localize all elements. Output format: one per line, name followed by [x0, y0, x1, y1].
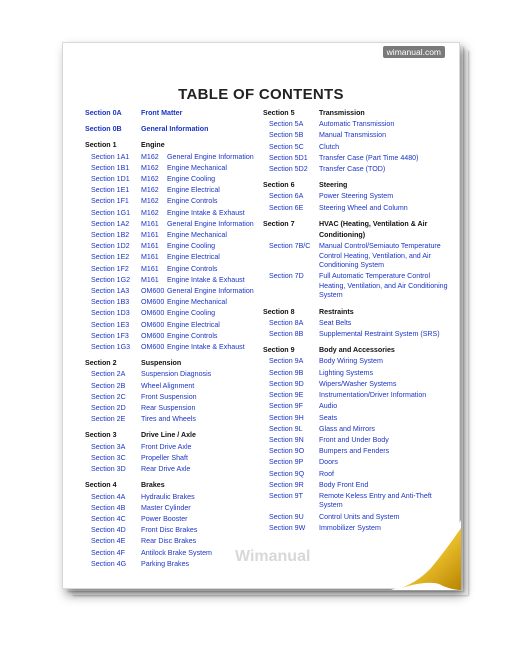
toc-entry-link[interactable]: [85, 196, 265, 207]
entry-section-number: Section 3A: [91, 442, 126, 451]
entry-section-number: Section 1F1: [91, 197, 129, 206]
entry-label: Rear Suspension: [141, 404, 196, 413]
entry-engine-code: M161: [141, 242, 159, 251]
page-title: TABLE OF CONTENTS: [178, 86, 344, 103]
entry-section-number: Section 5D2: [269, 165, 308, 174]
entry-section-number: Section 2E: [91, 415, 126, 424]
entry-section-number: Section 9N: [269, 435, 304, 444]
toc-entry-link[interactable]: [263, 424, 453, 435]
entry-label: Engine Mechanical: [167, 231, 227, 240]
toc-entry-link[interactable]: [263, 191, 453, 202]
entry-label: Full Automatic Temperature Control Heating, Ventilation, and Air Conditioning System: [319, 272, 448, 300]
entry-engine-code: OM600: [141, 298, 165, 307]
entry-section-number: Section 2B: [91, 381, 126, 390]
entry-section-number: Section 7B/C: [269, 242, 311, 251]
toc-entry-link[interactable]: [85, 403, 265, 414]
entry-engine-code: M161: [141, 219, 159, 228]
toc-entry-link[interactable]: [263, 435, 453, 446]
toc-section-heading: [263, 108, 453, 119]
toc-section-heading: [85, 430, 265, 441]
entry-engine-code: M162: [141, 186, 159, 195]
section-number: Section 9: [263, 346, 295, 355]
toc-section-section-1: [85, 140, 265, 353]
toc-entry-link[interactable]: [263, 390, 453, 401]
toc-entry-link[interactable]: [85, 492, 265, 503]
entry-engine-code: M162: [141, 197, 159, 206]
toc-entry-link[interactable]: [85, 308, 265, 319]
section-title: Front Matter: [141, 109, 183, 117]
entry-section-number: Section 5B: [269, 131, 304, 140]
entry-section-number: Section 2D: [91, 404, 126, 413]
entry-label: Seat Belts: [319, 318, 352, 327]
entry-section-number: Section 9E: [269, 391, 304, 400]
toc-entry-link[interactable]: [85, 174, 265, 185]
entry-section-number: Section 2C: [91, 392, 126, 401]
entry-label: Wheel Alignment: [141, 381, 195, 390]
entry-section-number: Section 1D1: [91, 175, 130, 184]
entry-label: Immobilizer System: [319, 523, 381, 532]
toc-entry-link[interactable]: [85, 230, 265, 241]
entry-label: Body Front End: [319, 480, 369, 489]
section-title: HVAC (Heating, Ventilation & Air Conditioning): [319, 219, 428, 240]
entry-label: Engine Mechanical: [167, 163, 227, 172]
entry-section-number: Section 1A1: [91, 152, 130, 161]
toc-entry-link[interactable]: [263, 457, 453, 468]
entry-engine-code: OM600: [141, 320, 165, 329]
toc-entry-link[interactable]: [263, 203, 453, 214]
entry-section-number: Section 1F2: [91, 264, 129, 273]
entry-section-number: Section 8A: [269, 318, 304, 327]
entry-section-number: Section 9R: [269, 480, 304, 489]
section-number: Section 0B: [85, 125, 122, 134]
toc-entry-link[interactable]: [263, 480, 453, 491]
toc-entry-link[interactable]: [85, 464, 265, 475]
entry-engine-code: OM600: [141, 309, 165, 318]
entry-section-number: Section 3C: [91, 453, 126, 462]
entry-section-number: Section 1A2: [91, 219, 130, 228]
section-title: Suspension: [141, 359, 182, 368]
entry-label: Bumpers and Fenders: [319, 447, 390, 456]
entry-section-number: Section 9T: [269, 491, 303, 500]
section-number: Section 7: [263, 219, 295, 228]
entry-section-number: Section 5D1: [269, 153, 308, 162]
entry-section-number: Section 2A: [91, 370, 126, 379]
section-number: Section 3: [85, 431, 117, 440]
entry-engine-code: M162: [141, 175, 159, 184]
entry-label: Body Wiring System: [319, 357, 383, 366]
entry-label: Engine Electrical: [167, 253, 220, 262]
toc-section-section-9: [263, 345, 453, 534]
entry-label: Engine Controls: [167, 197, 218, 206]
entry-engine-code: M161: [141, 231, 159, 240]
toc-entry-link[interactable]: [263, 379, 453, 390]
toc-section-heading: [263, 345, 453, 356]
entry-label: Propeller Shaft: [141, 453, 188, 462]
entry-engine-code: OM600: [141, 343, 165, 352]
entry-section-number: Section 6E: [269, 203, 304, 212]
entry-label: Glass and Mirrors: [319, 424, 375, 433]
entry-label: Audio: [319, 402, 338, 411]
entry-label: Engine Controls: [167, 264, 218, 273]
entry-engine-code: M161: [141, 264, 159, 273]
entry-section-number: Section 9O: [269, 447, 305, 456]
entry-label: Wipers/Washer Systems: [319, 379, 397, 388]
entry-label: Instrumentation/Driver Information: [319, 391, 427, 400]
toc-entry-link[interactable]: [85, 241, 265, 252]
entry-label: Manual Control/Semiauto Temperature Control Heating, Ventilation, and Air Conditioning System: [319, 242, 441, 270]
toc-entry-link[interactable]: [263, 241, 453, 271]
entry-section-number: Section 9F: [269, 402, 303, 411]
entry-section-number: Section 3D: [91, 465, 126, 474]
entry-engine-code: M162: [141, 163, 159, 172]
entry-section-number: Section 4B: [91, 503, 126, 512]
entry-label: Engine Intake & Exhaust: [167, 208, 245, 217]
entry-section-number: Section 9Q: [269, 469, 305, 478]
toc-entry-link[interactable]: [263, 491, 453, 512]
entry-label: Front Disc Brakes: [141, 526, 198, 535]
toc-entry-link[interactable]: [85, 185, 265, 196]
entry-label: Doors: [319, 458, 338, 467]
toc-entry-link[interactable]: [85, 297, 265, 308]
entry-label: Remote Keless Entry and Anti-Theft System: [319, 491, 432, 510]
entry-label: Steering Wheel and Column: [319, 203, 408, 212]
section-title: Engine: [141, 141, 165, 150]
toc-entry-link[interactable]: [263, 356, 453, 367]
toc-section-section-0a: [85, 108, 265, 119]
toc-section-heading: [85, 480, 265, 491]
entry-label: Engine Intake & Exhaust: [167, 275, 245, 284]
section-number: Section 0A: [85, 109, 122, 117]
entry-section-number: Section 4C: [91, 514, 126, 523]
toc-entry-link[interactable]: [263, 142, 453, 153]
toc-section-heading: [85, 358, 265, 369]
toc-entry-link[interactable]: [85, 208, 265, 219]
entry-label: Front and Under Body: [319, 435, 389, 444]
entry-label: Lighting Systems: [319, 368, 374, 377]
entry-label: Clutch: [319, 142, 340, 151]
toc-entry-link[interactable]: [85, 414, 265, 425]
toc-entry-link[interactable]: [85, 392, 265, 403]
entry-label: Transfer Case (Part Time 4480): [319, 153, 419, 162]
entry-label: Manual Transmission: [319, 131, 387, 140]
entry-section-number: Section 7D: [269, 272, 304, 281]
entry-label: Power Booster: [141, 514, 188, 523]
toc-section-section-3: [85, 430, 265, 475]
toc-entry-link[interactable]: [85, 381, 265, 392]
entry-label: Automatic Transmission: [319, 120, 395, 129]
toc-entry-link[interactable]: [263, 446, 453, 457]
toc-entry-link[interactable]: [85, 453, 265, 464]
entry-section-number: Section 9P: [269, 458, 304, 467]
entry-label: Rear Drive Axle: [141, 465, 191, 474]
toc-entry-link[interactable]: [85, 320, 265, 331]
entry-label: General Engine Information: [167, 287, 254, 296]
entry-section-number: Section 1B3: [91, 298, 130, 307]
toc-entry-link[interactable]: [85, 264, 265, 275]
section-title: Drive Line / Axle: [141, 431, 196, 440]
entry-section-number: Section 1E1: [91, 186, 130, 195]
toc-entry-link[interactable]: [263, 413, 453, 424]
toc-entry-link[interactable]: [263, 368, 453, 379]
entry-section-number: Section 1G2: [91, 275, 131, 284]
entry-label: Antilock Brake System: [141, 548, 212, 557]
entry-section-number: Section 4D: [91, 526, 126, 535]
toc-entry-link[interactable]: [263, 164, 453, 175]
entry-label: Power Steering System: [319, 192, 394, 201]
entry-section-number: Section 1G1: [91, 208, 131, 217]
section-title: Brakes: [141, 481, 165, 490]
toc-entry-link[interactable]: [85, 525, 265, 536]
entry-engine-code: OM600: [141, 287, 165, 296]
section-number: Section 4: [85, 481, 117, 490]
toc-entry-link[interactable]: [85, 331, 265, 342]
section-number: Section 2: [85, 359, 117, 368]
entry-section-number: Section 1D2: [91, 242, 130, 251]
entry-label: Roof: [319, 469, 334, 478]
toc-entry-link[interactable]: [85, 536, 265, 547]
toc-section-heading[interactable]: [85, 124, 265, 135]
entry-label: Engine Controls: [167, 331, 218, 340]
entry-label: Engine Electrical: [167, 186, 220, 195]
entry-section-number: Section 5C: [269, 142, 304, 151]
section-title: Steering: [319, 181, 348, 190]
entry-engine-code: M162: [141, 152, 159, 161]
entry-label: Engine Intake & Exhaust: [167, 343, 245, 352]
toc-entry-link[interactable]: [263, 119, 453, 130]
toc-entry-link[interactable]: [263, 401, 453, 412]
toc-entry-link[interactable]: [263, 130, 453, 141]
toc-entry-link[interactable]: [263, 271, 453, 301]
section-title: Transmission: [319, 109, 365, 117]
toc-entry-link[interactable]: [85, 514, 265, 525]
entry-section-number: Section 8B: [269, 330, 304, 339]
entry-label: Engine Electrical: [167, 320, 220, 329]
toc-entry-link[interactable]: [85, 219, 265, 230]
section-title: Restraints: [319, 307, 354, 316]
toc-section-section-7: [263, 219, 453, 302]
section-number: Section 5: [263, 109, 295, 117]
toc-entry-link[interactable]: [85, 369, 265, 380]
toc-section-section-6: [263, 180, 453, 214]
section-number: Section 1: [85, 141, 117, 150]
toc-entry-link[interactable]: [85, 342, 265, 353]
toc-section-heading[interactable]: [85, 108, 265, 119]
entry-label: Parking Brakes: [141, 559, 190, 568]
entry-engine-code: M162: [141, 208, 159, 217]
entry-label: Seats: [319, 413, 338, 422]
entry-section-number: Section 9H: [269, 413, 304, 422]
entry-label: Supplemental Restraint System (SRS): [319, 330, 440, 339]
entry-label: Tires and Wheels: [141, 415, 196, 424]
entry-label: Hydraulic Brakes: [141, 492, 195, 501]
toc-entry-link[interactable]: [263, 318, 453, 329]
entry-label: General Engine Information: [167, 219, 254, 228]
toc-entry-link[interactable]: [85, 275, 265, 286]
entry-section-number: Section 1F3: [91, 331, 129, 340]
entry-section-number: Section 4E: [91, 537, 126, 546]
toc-section-heading: [263, 219, 453, 241]
section-title: Body and Accessories: [319, 346, 395, 355]
entry-section-number: Section 4G: [91, 559, 127, 568]
entry-section-number: Section 9U: [269, 512, 304, 521]
watermark-center: Wimanual: [235, 548, 311, 565]
entry-section-number: Section 9B: [269, 368, 304, 377]
entry-section-number: Section 1B1: [91, 163, 130, 172]
toc-section-heading: [263, 180, 453, 191]
page-curl-icon: [391, 520, 461, 590]
entry-label: General Engine Information: [167, 152, 254, 161]
toc-entry-link[interactable]: [85, 152, 265, 163]
entry-engine-code: OM600: [141, 331, 165, 340]
toc-entry-link[interactable]: [85, 286, 265, 297]
entry-label: Front Drive Axle: [141, 442, 192, 451]
entry-label: Master Cylinder: [141, 503, 191, 512]
entry-section-number: Section 9A: [269, 357, 304, 366]
entry-section-number: Section 4A: [91, 492, 126, 501]
entry-section-number: Section 1E3: [91, 320, 130, 329]
watermark-top: wimanual.com: [383, 46, 445, 58]
toc-entry-link[interactable]: [263, 469, 453, 480]
toc-entry-link[interactable]: [85, 442, 265, 453]
toc-section-section-8: [263, 307, 453, 341]
toc-section-section-5: [263, 108, 453, 175]
toc-right-column: [263, 108, 453, 534]
entry-section-number: Section 4F: [91, 548, 125, 557]
entry-label: Engine Cooling: [167, 175, 216, 184]
section-number: Section 8: [263, 307, 295, 316]
document-page: [62, 42, 460, 589]
entry-section-number: Section 1B2: [91, 231, 130, 240]
entry-label: Control Units and System: [319, 512, 400, 521]
entry-section-number: Section 5A: [269, 120, 304, 129]
entry-label: Engine Mechanical: [167, 298, 227, 307]
toc-entry-link[interactable]: [263, 329, 453, 340]
toc-left-column: [85, 108, 265, 570]
entry-engine-code: M161: [141, 253, 159, 262]
toc-entry-link[interactable]: [85, 503, 265, 514]
entry-section-number: Section 6A: [269, 192, 304, 201]
toc-entry-link[interactable]: [85, 252, 265, 263]
entry-label: Transfer Case (TOD): [319, 165, 386, 174]
section-number: Section 6: [263, 181, 295, 190]
toc-entry-link[interactable]: [263, 153, 453, 164]
entry-section-number: Section 1D3: [91, 309, 130, 318]
entry-label: Engine Cooling: [167, 242, 216, 251]
entry-section-number: Section 1A3: [91, 287, 130, 296]
entry-section-number: Section 9L: [269, 424, 303, 433]
entry-label: Suspension Diagnosis: [141, 370, 212, 379]
toc-entry-link[interactable]: [85, 163, 265, 174]
toc-section-heading: [85, 140, 265, 151]
entry-section-number: Section 9W: [269, 523, 306, 532]
entry-label: Engine Cooling: [167, 309, 216, 318]
entry-section-number: Section 1G3: [91, 343, 131, 352]
entry-label: Front Suspension: [141, 392, 197, 401]
entry-section-number: Section 1E2: [91, 253, 130, 262]
toc-section-section-0b: [85, 124, 265, 135]
entry-section-number: Section 9D: [269, 379, 304, 388]
toc-section-heading: [263, 307, 453, 318]
toc-section-section-2: [85, 358, 265, 425]
entry-engine-code: M161: [141, 275, 159, 284]
section-title: General Information: [141, 125, 209, 134]
entry-label: Rear Disc Brakes: [141, 537, 197, 546]
